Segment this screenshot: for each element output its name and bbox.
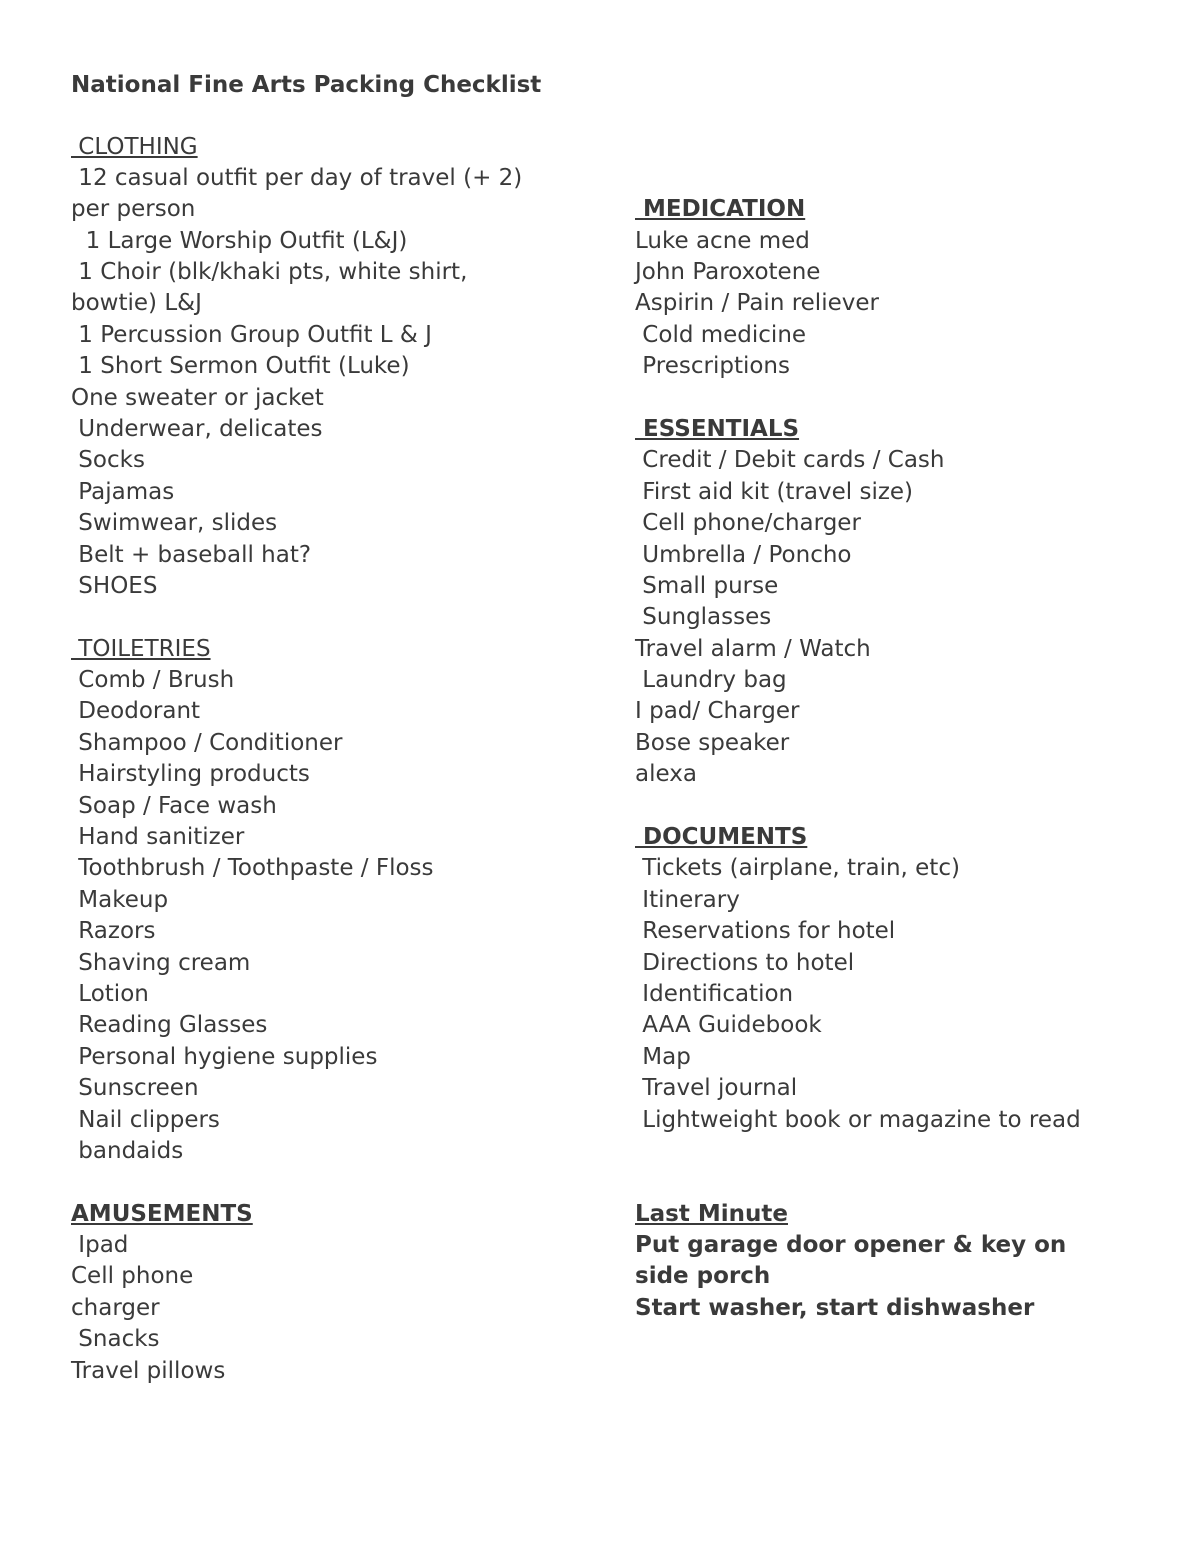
list-item: Identification [635,981,794,1007]
list-item: Cell phone [71,1263,194,1289]
list-item: Shampoo / Conditioner [71,730,343,756]
list-item: bowtie) L&J [71,290,202,316]
list-item: Swimwear, slides [71,510,278,536]
amusements-heading: AMUSEMENTS [71,1201,253,1227]
list-item: 12 casual outfit per day of travel (+ 2) [71,165,523,191]
list-item: Reading Glasses [71,1012,268,1038]
list-item: Personal hygiene supplies [71,1044,378,1070]
list-item: per person [71,196,196,222]
list-item: Ipad [71,1232,129,1258]
list-item: Laundry bag [635,667,787,693]
list-item: Credit / Debit cards / Cash [635,447,945,473]
list-item: Prescriptions [635,353,790,379]
list-item: Pajamas [71,479,175,505]
document-title: National Fine Arts Packing Checklist [71,72,542,98]
list-item: Travel journal [635,1075,798,1101]
list-item: Lightweight book or magazine to read [635,1107,1081,1133]
list-item: Socks [71,447,145,473]
list-item: Lotion [71,981,149,1007]
last-minute-heading: Last Minute [635,1201,788,1227]
list-item: AAA Guidebook [635,1012,822,1038]
list-item: Comb / Brush [71,667,235,693]
list-item: Snacks [71,1326,160,1352]
list-item: 1 Choir (blk/khaki pts, white shirt, [71,259,468,285]
list-item: 1 Percussion Group Outfit L & J [71,322,432,348]
list-item: Luke acne med [635,228,810,254]
list-item: 1 Short Sermon Outfit (Luke) [71,353,410,379]
list-item: Deodorant [71,698,201,724]
toiletries-heading: TOILETRIES [71,636,211,662]
list-item: Small purse [635,573,779,599]
documents-heading: DOCUMENTS [635,824,808,850]
medication-heading: MEDICATION [635,196,806,222]
list-item: Hairstyling products [71,761,310,787]
list-item: Put garage door opener & key on [635,1232,1067,1258]
clothing-heading: CLOTHING [71,134,198,160]
list-item: Soap / Face wash [71,793,277,819]
list-item: Sunscreen [71,1075,199,1101]
list-item: Directions to hotel [635,950,855,976]
list-item: Map [635,1044,691,1070]
list-item: I pad/ Charger [635,698,800,724]
list-item: Belt + baseball hat? [71,542,312,568]
list-item: Itinerary [635,887,740,913]
list-item: Bose speaker [635,730,790,756]
list-item: Underwear, delicates [71,416,323,442]
list-item: Reservations for hotel [635,918,896,944]
list-item: side porch [635,1263,771,1289]
list-item: Travel alarm / Watch [635,636,871,662]
list-item: Travel pillows [71,1358,226,1384]
list-item: One sweater or jacket [71,385,324,411]
list-item: bandaids [71,1138,184,1164]
list-item: Toothbrush / Toothpaste / Floss [71,855,434,881]
list-item: First aid kit (travel size) [635,479,914,505]
list-item: Makeup [71,887,169,913]
list-item: Hand sanitizer [71,824,245,850]
list-item: Start washer, start dishwasher [635,1295,1035,1321]
list-item: Umbrella / Poncho [635,542,852,568]
list-item: Shaving cream [71,950,251,976]
list-item: alexa [635,761,697,787]
list-item: SHOES [71,573,158,599]
list-item: John Paroxotene [635,259,821,285]
essentials-heading: ESSENTIALS [635,416,800,442]
list-item: Razors [71,918,156,944]
list-item: 1 Large Worship Outfit (L&J) [71,228,408,254]
list-item: Sunglasses [635,604,772,630]
list-item: Aspirin / Pain reliever [635,290,879,316]
list-item: Tickets (airplane, train, etc) [635,855,960,881]
list-item: charger [71,1295,160,1321]
list-item: Cell phone/charger [635,510,861,536]
list-item: Cold medicine [635,322,807,348]
list-item: Nail clippers [71,1107,220,1133]
